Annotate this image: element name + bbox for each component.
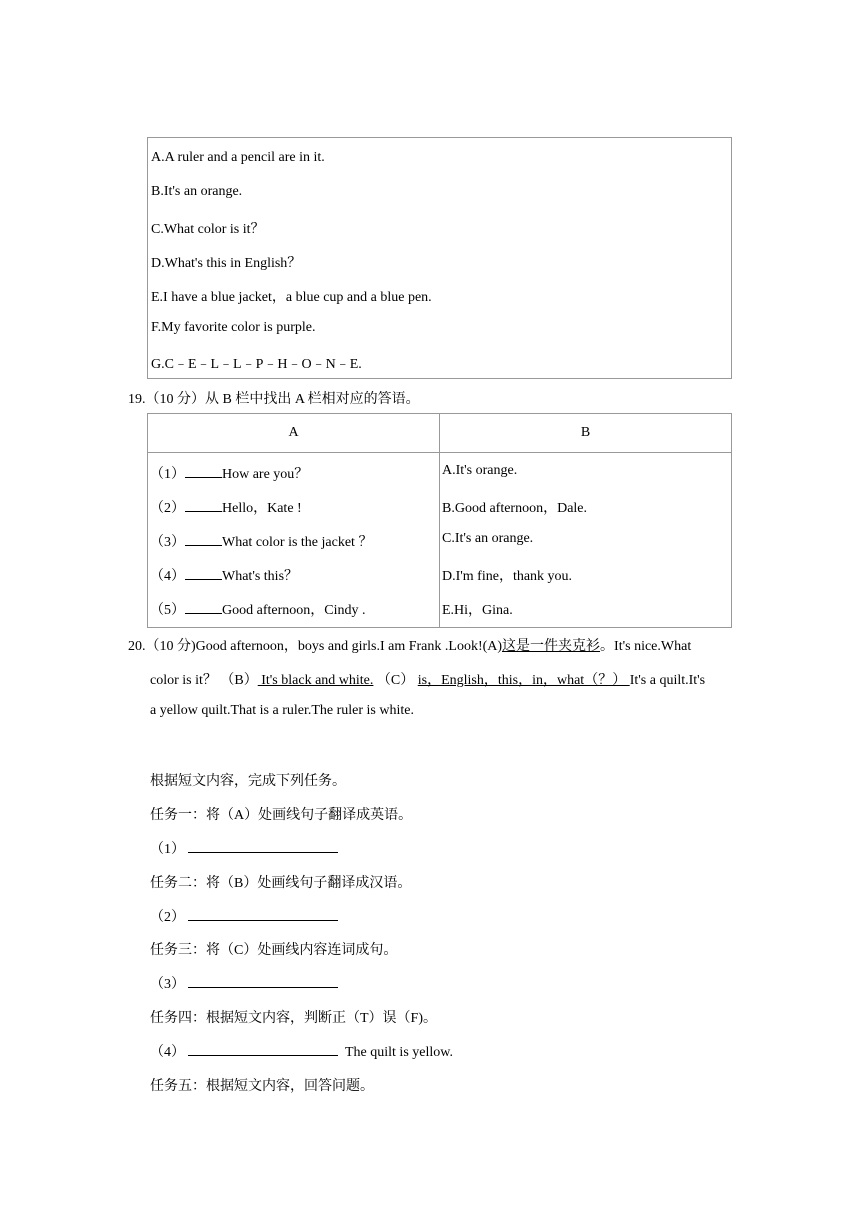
answer-line[interactable] — [188, 1041, 338, 1056]
list-item: （5） Good afternoon，Cindy . — [150, 603, 366, 618]
task-5: 任务五：根据短文内容，回答问题。 — [150, 1079, 374, 1094]
list-item: （2） Hello，Kate ! — [150, 501, 302, 516]
option-f: F.My favorite color is purple. — [151, 320, 316, 335]
option-b: B.It's an orange. — [151, 184, 243, 199]
answer-blank[interactable] — [185, 601, 222, 614]
column-b-header: B — [440, 414, 732, 453]
answer-line[interactable] — [188, 973, 338, 988]
underlined-sentence-b: It's black and white. — [257, 673, 374, 688]
list-item: C.It's an orange. — [442, 531, 534, 546]
underlined-words-c: is，English，this，in，what（？） — [417, 673, 630, 688]
q20-passage-line-3: a yellow quilt.That is a ruler.The ruler is white. — [150, 703, 414, 718]
list-item: A.It's orange. — [442, 463, 518, 478]
underlined-sentence-a: 这是一件夹克衫 — [502, 639, 601, 654]
list-item: （1） How are you？ — [150, 467, 309, 482]
answer-1: （1） — [150, 838, 338, 858]
option-e: E.I have a blue jacket，a blue cup and a blue pen. — [151, 290, 432, 305]
answer-3: （3） — [150, 973, 338, 993]
answer-blank[interactable] — [185, 533, 222, 546]
list-item: B.Good afternoon，Dale. — [442, 501, 588, 516]
q19-heading: 19.（10 分）从 B 栏中找出 A 栏相对应的答语。 — [128, 392, 420, 407]
column-a — [148, 453, 440, 628]
list-item: （3） What color is the jacket ？ — [150, 535, 373, 550]
option-d: D.What's this in English？ — [151, 256, 302, 271]
option-c: C.What color is it？ — [151, 222, 265, 237]
matching-table — [147, 413, 732, 628]
answer-line[interactable] — [188, 906, 338, 921]
list-item: （4） What's this？ — [150, 569, 299, 584]
tasks-intro: 根据短文内容，完成下列任务。 — [150, 774, 346, 789]
option-g: G.C﹣E﹣L﹣L﹣P﹣H﹣O﹣N﹣E. — [151, 357, 362, 372]
answer-blank[interactable] — [185, 567, 222, 580]
column-a-header: A — [148, 414, 440, 453]
task-3: 任务三：将（C）处画线内容连词成句。 — [150, 943, 398, 958]
list-item: E.Hi，Gina. — [442, 603, 513, 618]
task-4: 任务四：根据短文内容，判断正（T）误（F)。 — [150, 1011, 437, 1026]
options-box — [147, 137, 732, 379]
task-1: 任务一：将（A）处画线句子翻译成英语。 — [150, 808, 413, 823]
option-a: A.A ruler and a pencil are in it. — [151, 150, 325, 165]
column-b — [440, 453, 732, 628]
answer-blank[interactable] — [185, 465, 222, 478]
list-item: D.I'm fine，thank you. — [442, 569, 573, 584]
answer-line[interactable] — [188, 838, 338, 853]
q20-passage-line-2: color is it？ （B） It's black and white. （C） is，English，this，in，what（？） It's a quilt.It's — [150, 673, 706, 688]
answer-blank[interactable] — [185, 499, 222, 512]
task-2: 任务二：将（B）处画线句子翻译成汉语。 — [150, 876, 412, 891]
answer-2: （2） — [150, 906, 338, 926]
q20-passage-line-1: 20.（10 分)Good afternoon，boys and girls.I am Frank .Look!(A)这是一件夹克衫。It's nice.What — [128, 639, 692, 654]
answer-4: （4） The quilt is yellow. — [150, 1041, 453, 1061]
